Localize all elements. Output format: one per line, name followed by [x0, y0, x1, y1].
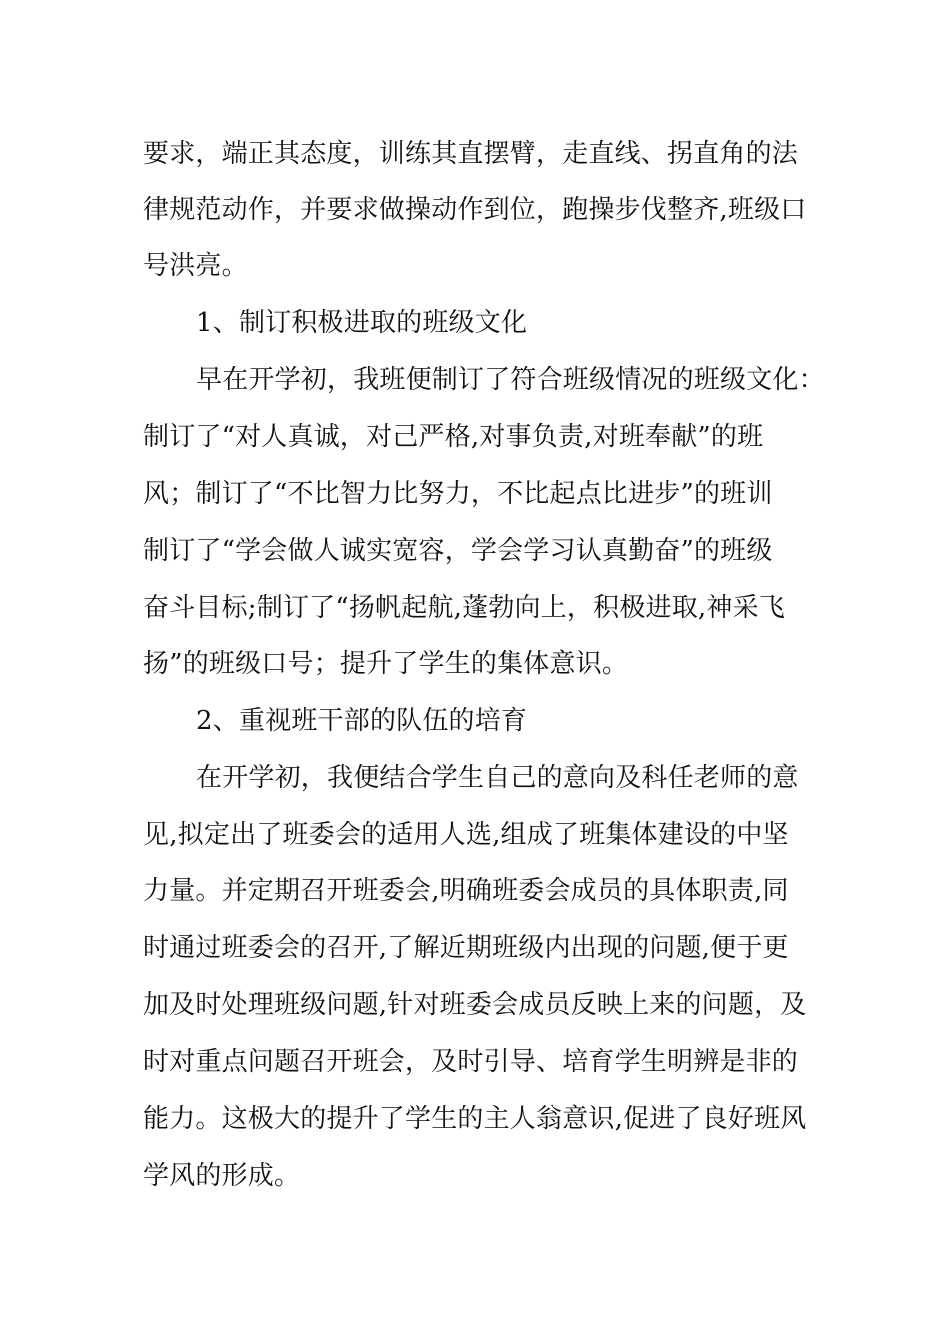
body-text-line: 奋斗目标;制订了“扬帆起航,蓬勃向上，积极进取,神采飞 — [143, 593, 785, 623]
body-text-line: 律规范动作，并要求做操动作到位，跑操步伐整齐,班级口 — [143, 195, 807, 225]
body-text-line: 风；制订了“不比智力比努力，不比起点比进步”的班训 — [143, 479, 773, 509]
section-heading-2: 2、重视班干部的队伍的培育 — [196, 706, 528, 736]
paragraph-first-line: 早在开学初，我班便制订了符合班级情况的班级文化： — [196, 365, 825, 395]
body-text-line: 力量。并定期召开班委会,明确班委会成员的具体职责,同 — [143, 876, 789, 906]
body-text-line: 见,拟定出了班委会的适用人选,组成了班集体建设的中坚 — [143, 820, 789, 850]
body-text-line: 制订了“学会做人诚实宽容，学会学习认真勤奋”的班级 — [143, 536, 773, 566]
section-heading-1: 1、制订积极进取的班级文化 — [196, 308, 528, 338]
body-text-line: 时对重点问题召开班会，及时引导、培育学生明辨是非的 — [143, 1047, 799, 1077]
body-text-line: 要求，端正其态度，训练其直摆臂，走直线、拐直角的法 — [143, 139, 799, 169]
body-text-line: 能力。这极大的提升了学生的主人翁意识,促进了良好班风 — [143, 1104, 807, 1134]
body-text-line: 扬”的班级口号；提升了学生的集体意识。 — [143, 649, 629, 679]
paragraph-first-line: 在开学初，我便结合学生自己的意向及科任老师的意 — [196, 763, 799, 793]
body-text-line: 时通过班委会的召开,了解近期班级内出现的问题,便于更 — [143, 933, 789, 963]
body-text-line: 制订了“对人真诚，对己严格,对事负责,对班奉献”的班 — [143, 422, 764, 452]
body-text-line: 加及时处理班级问题,针对班委会成员反映上来的问题，及 — [143, 990, 807, 1020]
body-text-line: 号洪亮。 — [143, 251, 248, 281]
body-text-line: 学风的形成。 — [143, 1161, 301, 1191]
